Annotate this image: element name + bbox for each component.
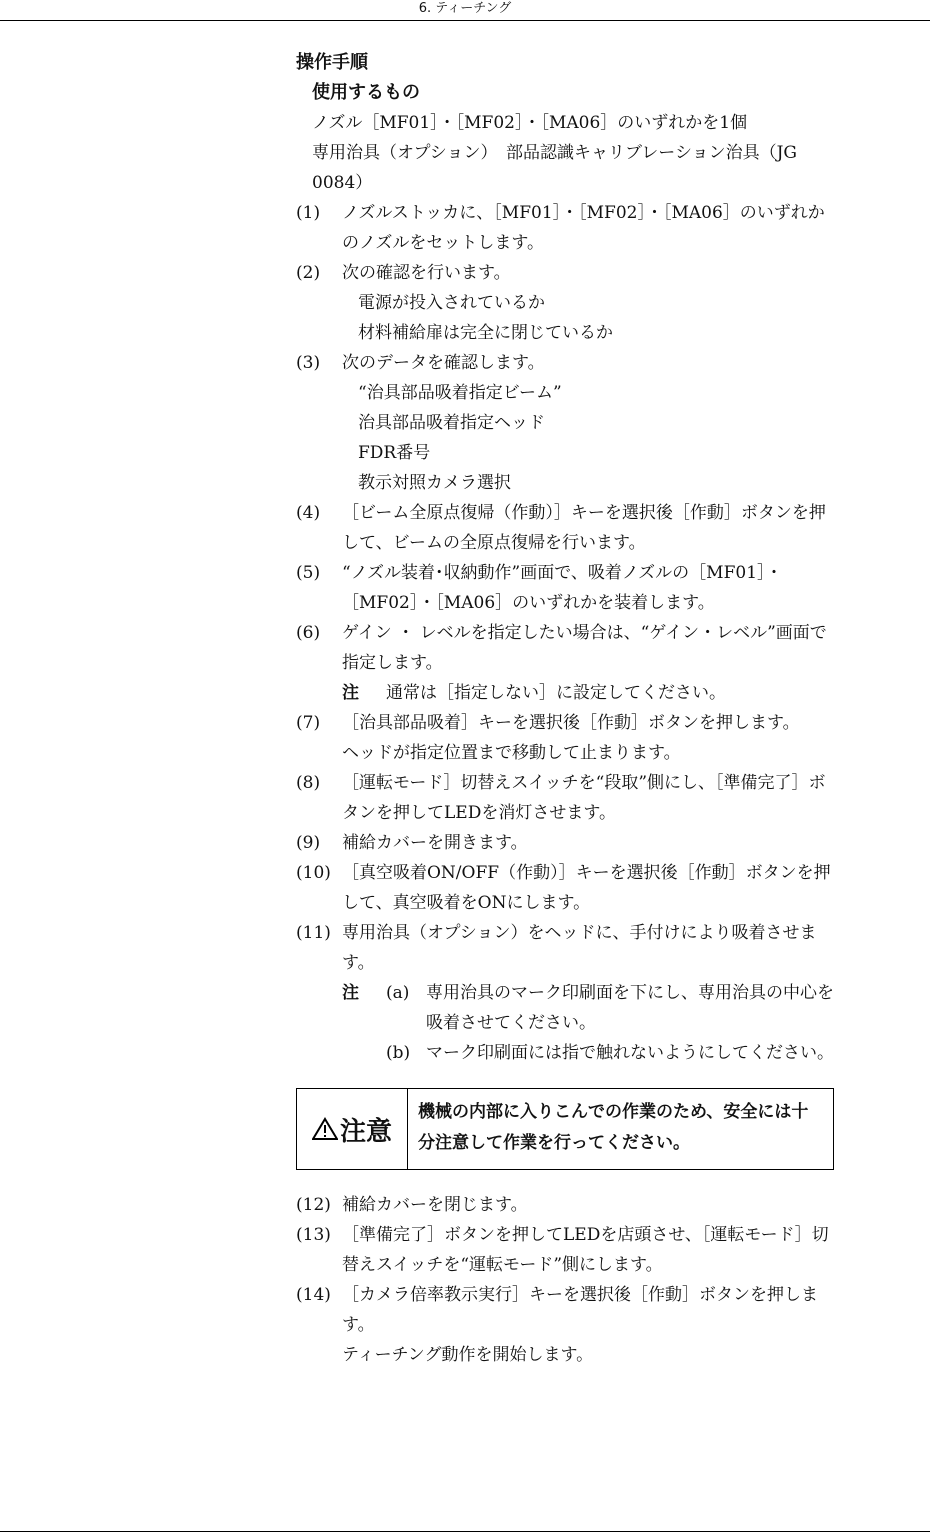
step-text: ［治具部品吸着］キーを選択後［作動］ボタンを押します。 xyxy=(342,713,800,733)
step-text: ［ビーム全原点復帰（作動）］キーを選択後［作動］ボタンを押して、ビームの全原点復帰を行います。 xyxy=(342,503,826,553)
note-item-text: 専用治具のマーク印刷面を下にし、専用治具の中心を吸着させてください。 xyxy=(426,983,834,1033)
step-number: (4) xyxy=(296,503,321,523)
procedure-section xyxy=(296,48,836,1370)
step-2 xyxy=(296,258,836,288)
step-number: (13) xyxy=(296,1225,331,1245)
step-6 xyxy=(296,618,836,678)
step-text: ［運転モード］切替えスイッチを“段取”側にし、［準備完了］ボタンを押してLEDを消灯させます。 xyxy=(342,773,826,823)
step-number: (12) xyxy=(296,1195,331,1215)
data-item: FDR番号 xyxy=(358,443,431,463)
step-number: (11) xyxy=(296,923,331,943)
step-number: (6) xyxy=(296,623,321,643)
data-item: 治具部品吸着指定ヘッド xyxy=(358,413,545,433)
procedure-title: 操作手順 xyxy=(296,52,368,73)
note-item xyxy=(342,978,836,1038)
use-item: 専用治具（オプション） 部品認識キャリブレーション治具（JG 0084） xyxy=(312,143,798,193)
step-3 xyxy=(296,348,836,378)
data-item: 教示対照カメラ選択 xyxy=(358,473,511,493)
step-5 xyxy=(296,558,836,618)
header-title: 6. ティーチング xyxy=(418,1,512,16)
step-text: 専用治具（オプション）をヘッドに、手付けにより吸着させます。 xyxy=(342,923,817,973)
step-14 xyxy=(296,1280,836,1340)
step-text: 次のデータを確認します。 xyxy=(342,353,545,373)
note-item-mark: (a) xyxy=(386,983,410,1003)
check-item: 電源が投入されているか xyxy=(358,293,545,313)
step-text: ［準備完了］ボタンを押してLEDを店頭させ、［運転モード］切替えスイッチを“運転モード”側にします。 xyxy=(342,1225,829,1275)
step-result: ティーチング動作を開始します。 xyxy=(342,1345,594,1365)
step-number: (3) xyxy=(296,353,321,373)
step-number: (8) xyxy=(296,773,321,793)
note-label: 注 xyxy=(342,683,359,703)
step-text: 次の確認を行います。 xyxy=(342,263,511,283)
step-number: (5) xyxy=(296,563,321,583)
data-item: “治具部品吸着指定ビーム” xyxy=(358,383,562,403)
step-text: ゲイン ・ レベルを指定したい場合は、“ゲイン・レベル”画面で指定します。 xyxy=(342,623,827,673)
caution-box xyxy=(296,1088,834,1170)
step-result: ヘッドが指定位置まで移動して止まります。 xyxy=(342,743,681,763)
note-item-text: マーク印刷面には指で触れないようにしてください。 xyxy=(426,1043,834,1063)
note-item-mark: (b) xyxy=(386,1043,411,1063)
step-10 xyxy=(296,858,836,918)
caution-text: 機械の内部に入りこんでの作業のため、安全には十分注意して作業を行ってください。 xyxy=(418,1102,809,1153)
step-number: (7) xyxy=(296,713,321,733)
step-8 xyxy=(296,768,836,828)
step-12 xyxy=(296,1190,836,1220)
step-number: (1) xyxy=(296,203,321,223)
step-1 xyxy=(296,198,836,258)
step-4 xyxy=(296,498,836,558)
step-text: 補給カバーを開きます。 xyxy=(342,833,528,853)
step-13 xyxy=(296,1220,836,1280)
caution-label-cell xyxy=(297,1089,408,1169)
step-text: “ノズル装着･収納動作”画面で、吸着ノズルの［MF01］・［MF02］・［MA06］のいずれかを装着します。 xyxy=(342,563,783,613)
step-text: ノズルストッカに、［MF01］・［MF02］・［MA06］のいずれかのノズルをセットします。 xyxy=(342,203,825,253)
note-text: 通常は［指定しない］に設定してください。 xyxy=(386,683,726,703)
note xyxy=(342,678,836,708)
step-number: (10) xyxy=(296,863,331,883)
check-item: 材料補給扉は完全に閉じているか xyxy=(358,323,613,343)
step-number: (2) xyxy=(296,263,321,283)
use-items-title: 使用するもの xyxy=(312,82,420,103)
footer-rule xyxy=(0,1531,930,1532)
use-item: ノズル［MF01］・［MF02］・［MA06］のいずれかを1個 xyxy=(312,113,748,133)
step-number: (14) xyxy=(296,1285,331,1305)
page-header xyxy=(0,0,930,21)
step-number: (9) xyxy=(296,833,321,853)
step-11 xyxy=(296,918,836,978)
step-9 xyxy=(296,828,836,858)
step-text: 補給カバーを閉じます。 xyxy=(342,1195,528,1215)
step-text: ［真空吸着ON/OFF（作動）］キーを選択後［作動］ボタンを押して、真空吸着をONにします。 xyxy=(342,863,831,913)
warning-triangle-icon xyxy=(312,1117,338,1141)
note-label: 注 xyxy=(342,983,359,1003)
caution-label: 注意 xyxy=(339,1116,392,1147)
step-text: ［カメラ倍率教示実行］キーを選択後［作動］ボタンを押します。 xyxy=(342,1285,818,1335)
note-item xyxy=(342,1038,836,1068)
step-7 xyxy=(296,708,836,738)
